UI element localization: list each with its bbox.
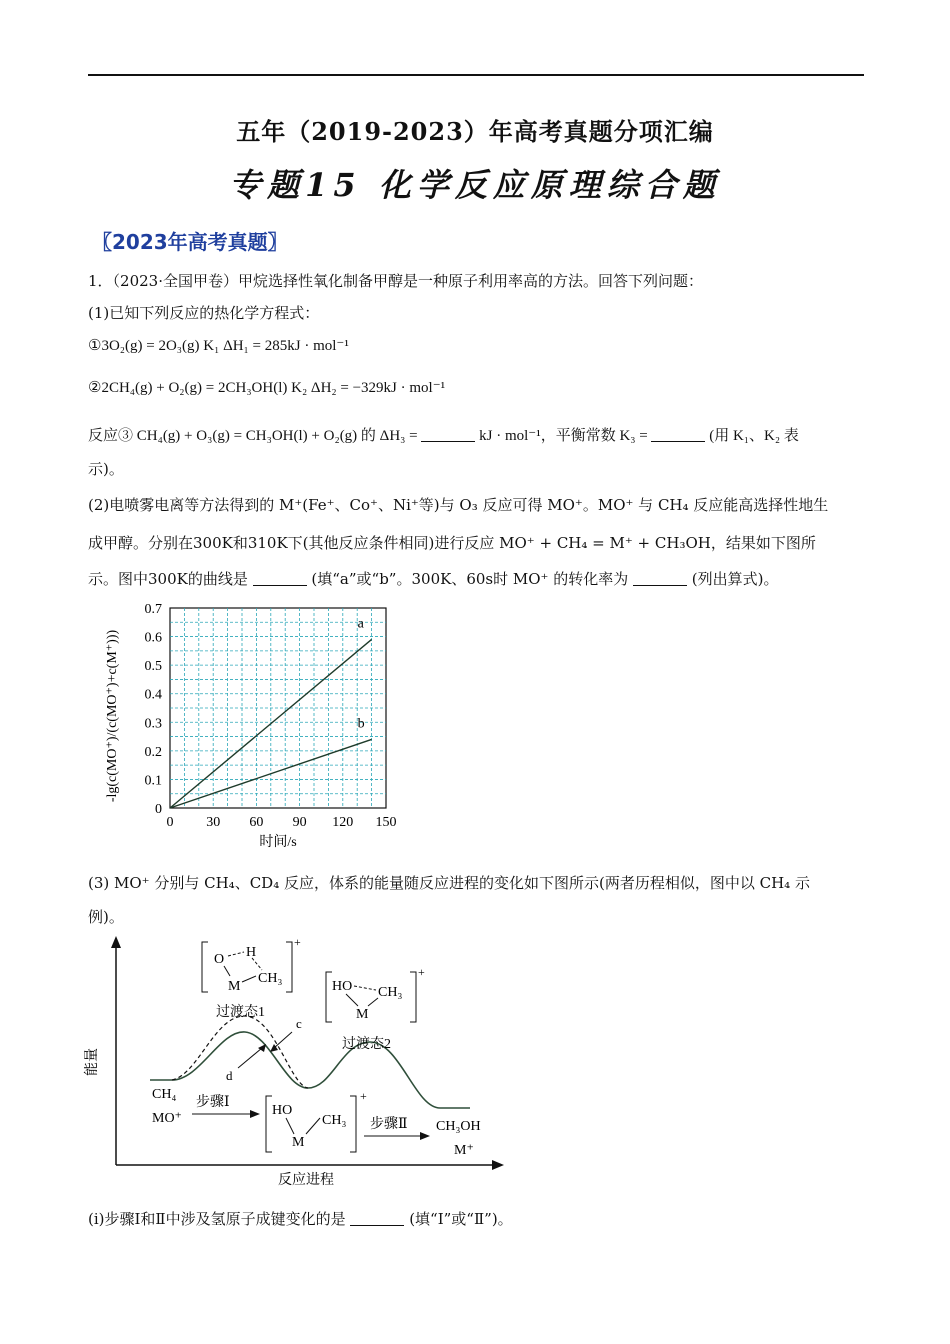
intermediate-bond-1	[286, 1118, 294, 1134]
ts1-bracket-left	[202, 942, 208, 992]
ts2-ch3: CH₃	[378, 985, 403, 1000]
step-2-arrow-icon	[420, 1132, 430, 1140]
ts2-m: M	[356, 1007, 369, 1022]
part2-line-1: (2)电喷雾电离等方法得到的 M⁺(Fe⁺、Co⁺、Ni⁺等)与 O₃ 反应可得 MO⁺。MO⁺ 与 CH₄ 反应能高选择性地生	[88, 496, 829, 514]
y-tick-label: 0	[155, 802, 162, 817]
part3-line-2: 例)。	[88, 908, 124, 926]
reaction-3-hint: (用 K₁、K₂ 表	[709, 428, 799, 444]
intermediate-charge: +	[360, 1089, 367, 1103]
ts1-h: H	[246, 945, 257, 960]
part2-line-2: 成甲醇。分别在300K和310K下(其他反应条件相同)进行反应 MO⁺ + CH₄ = M⁺ + CH₃OH，结果如下图所	[88, 534, 816, 552]
x-tick-label: 0	[166, 815, 174, 830]
ts2-charge: +	[418, 965, 425, 979]
answer-blank-dh3[interactable]	[421, 427, 475, 442]
reaction-3-line	[88, 424, 799, 445]
y-axis-arrow-icon	[111, 936, 121, 948]
question-intro: 1．（2023·全国甲卷）甲烷选择性氧化制备甲醇是一种原子利用率高的方法。回答下列问题：	[88, 272, 703, 290]
series-label-b: b	[357, 716, 365, 732]
reaction-3-end: 示)。	[88, 460, 124, 478]
y-tick-label: 0.3	[144, 716, 162, 732]
y-tick-label: 0.4	[144, 687, 162, 703]
reactant-mo: MO⁺	[152, 1111, 182, 1126]
series-label-a: a	[357, 616, 364, 632]
energy-axis-label: 能量	[85, 1048, 100, 1076]
x-tick-label: 90	[292, 815, 307, 830]
intermediate-ho: HO	[272, 1103, 293, 1118]
x-axis-label: 时间/s	[259, 835, 297, 850]
intermediate-bracket-right	[350, 1096, 356, 1152]
sub-question-i-hint: (填“Ⅰ”或“Ⅱ”)。	[409, 1210, 513, 1228]
answer-blank-k3[interactable]	[651, 427, 705, 442]
ts2-label: 过渡态2	[342, 1037, 391, 1052]
ts1-o: O	[214, 952, 225, 967]
ts1-bond-mc	[242, 976, 256, 982]
answer-blank-curve[interactable]	[253, 571, 307, 586]
ts2-bond-om	[346, 994, 358, 1006]
part3-line-1: (3) MO⁺ 分别与 CH₄、CD₄ 反应，体系的能量随反应进程的变化如下图所示(两者历程相似，图中以 CH₄ 示	[88, 874, 810, 892]
sub-question-i	[88, 1208, 513, 1229]
ts1-bond-oh	[228, 952, 244, 956]
answer-blank-conversion[interactable]	[633, 571, 687, 586]
equation-1: ①3O₂(g) = 2O₃(g) K₁ ΔH₁ = 285kJ · mol⁻¹	[88, 338, 349, 354]
y-tick-label: 0.5	[144, 659, 162, 675]
topic-title: 专题15 化学反应原理综合题	[229, 166, 721, 204]
y-axis-label: -lg(c(MO⁺)/(c(MO⁺)+c(M⁺)))	[105, 629, 120, 803]
product-ch3oh: CH₃OH	[436, 1119, 481, 1134]
intermediate-ch3: CH₃	[322, 1113, 347, 1128]
product-m: M⁺	[454, 1143, 474, 1158]
ts1-label: 过渡态1	[216, 1005, 265, 1020]
x-tick-label: 60	[249, 815, 264, 830]
top-rule	[88, 74, 864, 76]
chart-grid	[170, 608, 386, 808]
step-1-arrow-icon	[250, 1110, 260, 1118]
part1-label: (1)已知下列反应的热化学方程式：	[88, 304, 320, 322]
sub-question-i-text: (ⅰ)步骤Ⅰ和Ⅱ中涉及氢原子成键变化的是	[88, 1210, 346, 1228]
answer-blank-step[interactable]	[350, 1211, 404, 1226]
part2-text-b: (填“a”或“b”。300K、60s时 MO⁺ 的转化率为	[311, 570, 629, 588]
x-axis-arrow-icon	[492, 1160, 504, 1170]
ts2-bond-mc	[368, 998, 378, 1006]
ts2-bond-oc	[354, 986, 376, 990]
y-tick-label: 0.7	[144, 602, 162, 617]
conversion-chart	[88, 596, 428, 858]
conversion-chart-svg	[88, 596, 428, 854]
reactant-ch4: CH₄	[152, 1087, 177, 1102]
curve-d-pointer	[238, 1048, 262, 1068]
step-2-label: 步骤Ⅱ	[370, 1117, 408, 1132]
ts1-bond-om	[224, 966, 230, 976]
ts1-ch3: CH₃	[258, 971, 283, 986]
x-tick-label: 30	[206, 815, 221, 830]
reaction-3-text: 反应③ CH₄(g) + O₃(g) = CH₃OH(l) + O₂(g) 的 ΔH₃ =	[88, 428, 418, 444]
part2-line-3	[88, 568, 779, 589]
page-title: 五年（2019-2023）年高考真题分项汇编	[236, 117, 714, 146]
energy-diagram	[80, 930, 520, 1196]
intermediate-bond-2	[306, 1118, 320, 1134]
progress-axis-label: 反应进程	[278, 1173, 334, 1188]
reaction-3-unit: kJ · mol⁻¹，平衡常数 K₃ =	[479, 428, 648, 444]
energy-curve-c	[172, 1016, 308, 1088]
curve-d-label: d	[226, 1068, 233, 1083]
y-tick-label: 0.1	[144, 773, 162, 789]
equation-2: ②2CH₄(g) + O₂(g) = 2CH₃OH(l) K₂ ΔH₂ = −329kJ · mol⁻¹	[88, 380, 446, 396]
ts1-m: M	[228, 979, 241, 994]
curve-c-pointer	[274, 1032, 292, 1048]
section-heading: 〖2023年高考真题〗	[92, 230, 288, 254]
step-1-label: 步骤Ⅰ	[196, 1095, 230, 1110]
part2-text-c: (列出算式)。	[691, 570, 779, 588]
x-tick-label: 120	[332, 815, 354, 830]
part2-text-a: 示。图中300K的曲线是	[88, 570, 248, 588]
y-tick-label: 0.2	[144, 744, 162, 760]
ts2-bracket-right	[410, 972, 416, 1022]
ts2-ho: HO	[332, 979, 353, 994]
energy-diagram-svg	[80, 930, 520, 1192]
y-tick-label: 0.6	[144, 630, 162, 646]
ts1-charge: +	[294, 935, 301, 949]
ts1-bond-hc	[252, 958, 262, 970]
curve-c-label: c	[296, 1016, 302, 1031]
intermediate-m: M	[292, 1135, 305, 1150]
x-tick-label: 150	[375, 815, 397, 830]
ts1-bracket-right	[286, 942, 292, 992]
